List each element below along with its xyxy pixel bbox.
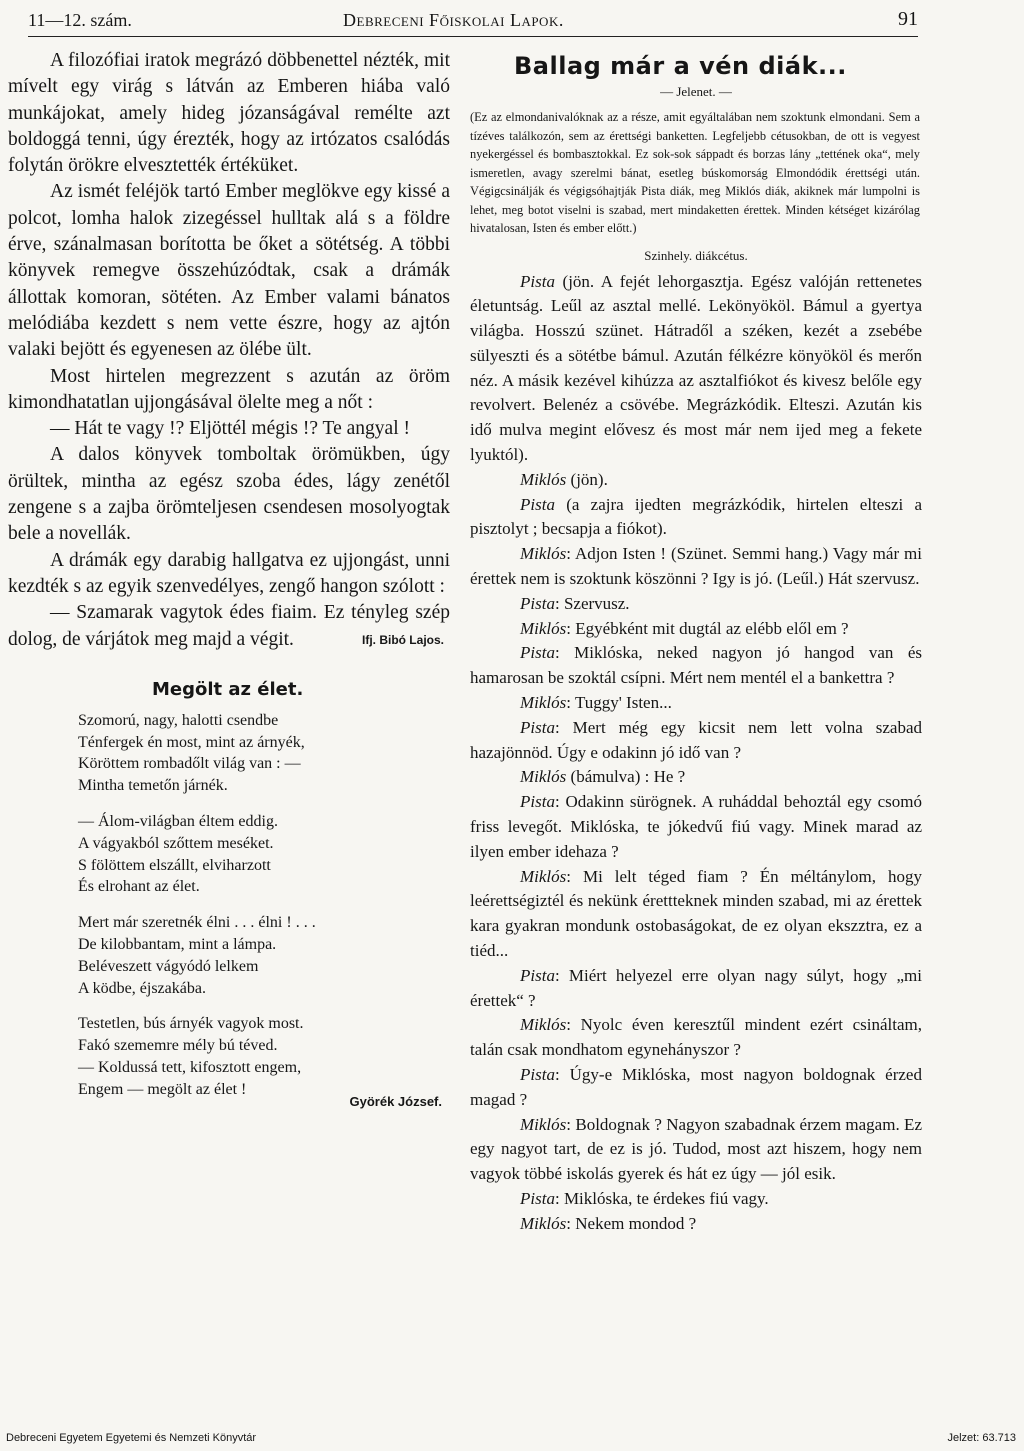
speaker-name: Pista [520,965,555,985]
dialogue-text: Nekem mondod ? [575,1213,697,1233]
dialogue-line: Pista: Odakinn sürögnek. A ruháddal behoztál egy csomó friss levegőt. Miklóska, te jókedvű fiú vagy. Minek marad az ilyen ember idehaza ? [470,792,922,861]
dialogue-text: (bámulva) : He ? [570,767,686,787]
dialogue-line: Miklós: Nekem mondod ? [520,1213,697,1233]
library-credit: Debreceni Egyetem Egyetemi és Nemzeti Könyvtár [6,1432,257,1444]
poem-line: — Álom-világban éltem eddig. [78,813,278,831]
speaker-name: Miklós [520,1213,567,1233]
poem-author: Györék József. [349,1093,442,1109]
journal-title: Debreceni Főiskolai Lapok. [343,10,564,30]
poem-line: A vágyakból szőttem meséket. [78,834,274,852]
dialogue-line [470,270,922,468]
dialogue-line: Miklós: Nyolc éven keresztűl mindent ezért csináltam, talán csak mondhatom egynehányszor ? [470,1015,922,1060]
poem-line: Mintha temetőn járnék. [78,777,228,795]
speaker-name: Miklós [520,866,567,886]
story-paragraph: Az ismét feléjök tartó Ember meglökve egy kissé a polcot, lomha halok zizegéssel hulltak alá s a földre érve, szánalmasan borította be őket a sötétség. A többi könyvek remegve összehúzódtak, csak a drámák állottak komoran, sötéten. Az Ember valami bánatos melódiába kezdett s nem vette észre, hogy az ajtón valaki bejött és egyenesen az ölébe ült. [8,181,450,361]
right-column [470,48,922,1237]
play-setting: Szinhely. diákcétus. [644,247,748,263]
play-scene-label: — Jelenet. — [660,84,732,99]
poem-line: Mert már szeretnék élni . . . élni ! . . . [78,914,316,932]
speaker-name: Pista [520,643,555,663]
poem-line: De kilobbantam, mint a lámpa. [78,936,277,953]
dialogue-line: Pista: Miért helyezel erre olyan nagy súlyt, hogy „mi érettek“ ? [470,965,922,1010]
dialogue-line [470,468,922,493]
speaker-name: Miklós [520,618,567,638]
dialogue-text: Tuggy' Isten... [574,693,672,713]
poem-stanza [78,811,450,898]
speaker-name: Pista [520,494,555,514]
dialogue-text: Szervusz. [563,593,630,613]
poem-line: Engem — megölt az élet ! [78,1080,247,1098]
story-paragraph: — Szamarak vagytok édes fiaim. Ez tényleg szép dolog, de várjátok meg majd a végit. [8,602,450,650]
poem-title: Megölt az élet. [152,678,304,700]
speaker-name: Miklós [520,1114,567,1134]
speaker-name: Pista [520,717,555,737]
dialogue-line [470,493,922,543]
issue-number: 11—12. szám. [28,10,132,30]
play-dialogue [470,270,922,1237]
page-number: 91 [898,8,918,30]
dialogue-line: Pista: Úgy-e Miklóska, most nagyon boldognak érzed magad ? [470,1065,922,1109]
poem-line: Ténfergek én most, mint az árnyék, [78,733,305,751]
dialogue-line: Miklós: Boldognak ? Nagyon szabadnak érzem magam. Ez egy nagyot tart, de ez is jó. Tudod, most azt hiszem, hogy nem vagyok többé iskolás gyerek és hát ez úgy — jól esik. [470,1114,922,1184]
dialogue-line: Pista: Szervusz. [520,593,630,613]
story-paragraph: Most hirtelen megrezzent s azután az öröm kimondhatatlan ujjongásával ölelte meg a nőt : [8,365,450,413]
speaker-name: Pista [520,593,555,613]
speaker-name: Pista [520,271,555,291]
dialogue-text: Boldognak ? Nagyon szabadnak érzem magam. Ez egy nagyot tart, de ez is jó. Tudod, most azt hiszem, hogy nem vagyok többé iskolás gyerek és hát ez úgy — jól esik. [470,1114,922,1184]
speaker-name: Pista [520,1065,555,1084]
catalog-number: Jelzet: 63.713 [947,1432,1016,1444]
story-paragraph: A filozófiai iratok megrázó döbbenettel nézték, mit mívelt egy virág s látván az Emberen hiába való munkájokat, amely hideg józanságával remélte azt boldoggá tenni, úgy érezték, hogy az irtózatos csalódás folytán örökre elvesztették értéküket. [8,50,450,177]
dialogue-line [470,765,922,790]
poem-line: S fölöttem elszállt, elviharzott [78,856,271,874]
story-conclusion [8,48,450,650]
story-paragraph: A drámák egy darabig hallgatva ez ujjongást, unni kezdték s az egyik szenvedélyes, zengő hangon szólott : [8,549,450,597]
poem-stanza [78,912,450,999]
dialogue-text: Egyébként mit dugtál az elébb elől em ? [575,618,849,638]
dialogue-text: Odakinn sürögnek. A ruháddal behoztál egy csomó friss levegőt. Miklóska, te jókedvű fiú vagy. Minek marad az ilyen ember idehaza ? [470,792,922,861]
dialogue-text: Miért helyezel erre olyan nagy súlyt, hogy „mi érettek“ ? [470,965,922,1010]
dialogue-text: Úgy-e Miklóska, most nagyon boldognak érzed magad ? [470,1065,922,1109]
poem [8,679,450,1109]
poem-line: És elrohant az élet. [78,878,200,896]
story-author: Ifj. Bibó Lajos. [361,632,444,647]
dialogue-text: (jön. A fejét lehorgasztja. Egész valóján rettenetes életuntság. Leűl az asztal mellé. Lekönyököl. Bámul a gyertya világba. Hosszú szünet. Hátradől a széken, kezét a zsebébe sülyeszti és a sötétbe bámul. Azután félkézre könyököl és merőn néz. A másik kezével kihúzza az asztalfiókot és kivesz belőle egy revolvert. Belenéz a csövébe. Megrázkódik. Elteszi. Azután kis idő mulva megint elővesz és most már nem ijed meg a fekete lyuktól). [470,271,923,465]
dialogue-line: Pista: Miklóska, neked nagyon jó hangod van és hamarosan be szoktál csípni. Mért nem mentél el a bankettra ? [470,643,922,688]
poem-line: Köröttem rombadőlt világ van : — [78,755,301,773]
dialogue-text: Mi lelt téged fiam ? Én méltánylom, hogy leérettségiztél és nekünk érettteknek minden szabad, mi az érettek kara gyakran mondunk ostobaságokat, de ez olyan ekszztra, ez a tiéd... [470,866,922,961]
dialogue-line: Miklós: Tuggy' Isten... [520,693,672,713]
dialogue-text: Mert még egy kicsit nem lett volna szabad hazajönnöd. Úgy e odakinn jó idő van ? [470,717,922,762]
poem-line: Szomorú, nagy, halotti csendbe [78,711,279,729]
poem-line: Beléveszett vágyódó lelkem [78,957,259,975]
dialogue-text: Adjon Isten ! (Szünet. Semmi hang.) Vagy már mi érettek nem is szoktunk köszönni ? Igy is jó. (Leűl.) Hát szervusz. [470,544,922,589]
dialogue-line: Pista: Mert még egy kicsit nem lett volna szabad hazajönnöd. Úgy e odakinn jó idő van ? [470,717,922,762]
dialogue-line: Miklós: Egyébként mit dugtál az elébb elől em ? [520,618,849,638]
story-paragraph: — Hát te vagy !? Eljöttél mégis !? Te angyal ! [50,418,410,440]
poem-stanza [78,1013,450,1100]
dialogue-text: (jön). [570,469,608,489]
poem-line: Fakó szememre mély bú téved. [78,1037,278,1055]
dialogue-text: Miklóska, te érdekes fiú vagy. [563,1188,769,1208]
play-title: Ballag már a vén diák... [514,52,847,80]
dialogue-line: Pista: Miklóska, te érdekes fiú vagy. [520,1188,769,1208]
poem-line: Testetlen, bús árnyék vagyok most. [78,1015,304,1033]
speaker-name: Pista [520,792,555,812]
dialogue-text: (a zajra ijedten megrázkódik, hirtelen elteszi a pisztolyt ; becsapja a fiókot). [470,494,923,539]
dialogue-text: Nyolc éven keresztűl mindent ezért csináltam, talán csak mondhatom egynehányszor ? [470,1015,922,1060]
speaker-name: Miklós [520,767,567,787]
poem-line: A ködbe, éjszakába. [78,979,206,997]
dialogue-text: Miklóska, neked nagyon jó hangod van és hamarosan be szoktál csípni. Mért nem mentél el a bankettra ? [470,643,922,688]
left-column [8,48,450,1109]
story-paragraph: A dalos könyvek tomboltak örömükben, úgy örültek, mintha az egész szoba édes, lágy zenétől zengene s a zajba örömteljesen csendesen mosolyogtak bele a novellák. [8,444,450,545]
speaker-name: Miklós [520,544,567,564]
speaker-name: Miklós [520,469,567,489]
speaker-name: Miklós [520,693,567,713]
page-header [28,6,918,37]
dialogue-line: Miklós: Mi lelt téged fiam ? Én méltánylom, hogy leérettségiztél és nekünk érettteknek minden szabad, mi az érettek kara gyakran mondunk ostobaságokat, de ez olyan ekszztra, ez a tiéd... [470,866,922,961]
speaker-name: Pista [520,1188,555,1208]
poem-stanza [78,710,450,797]
dialogue-line: Miklós: Adjon Isten ! (Szünet. Semmi hang.) Vagy már mi érettek nem is szoktunk köszönni ? Igy is jó. (Leűl.) Hát szervusz. [470,544,922,589]
play-intro-note: (Ez az elmondanivalóknak az a része, amit egyáltalában nem szoktunk elmondani. Sem a tízéves találkozón, sem az érettségi banketten. Legfeljebb cétusokban, de ott is vegyest nyekergéssel és bombasztokkal. Ez sok-sok sáppadt és borzas lány „tettének oka“, mely ismeretlen, avagy szerelmi bánat, esetleg búskomorság Elmondódik érettségi után. Végigcsinálják és végigsóhajtják Pista diák, meg Miklós diák, akiknek már lumpolni is lehet, meg botot viselni is szabad, mert mindaketten érettek. Minden kétséget kizárólag hivatalosan, Isten és ember előtt.) [470,110,920,235]
speaker-name: Miklós [520,1015,567,1035]
poem-line: — Koldussá tett, kifosztott engem, [78,1058,302,1076]
